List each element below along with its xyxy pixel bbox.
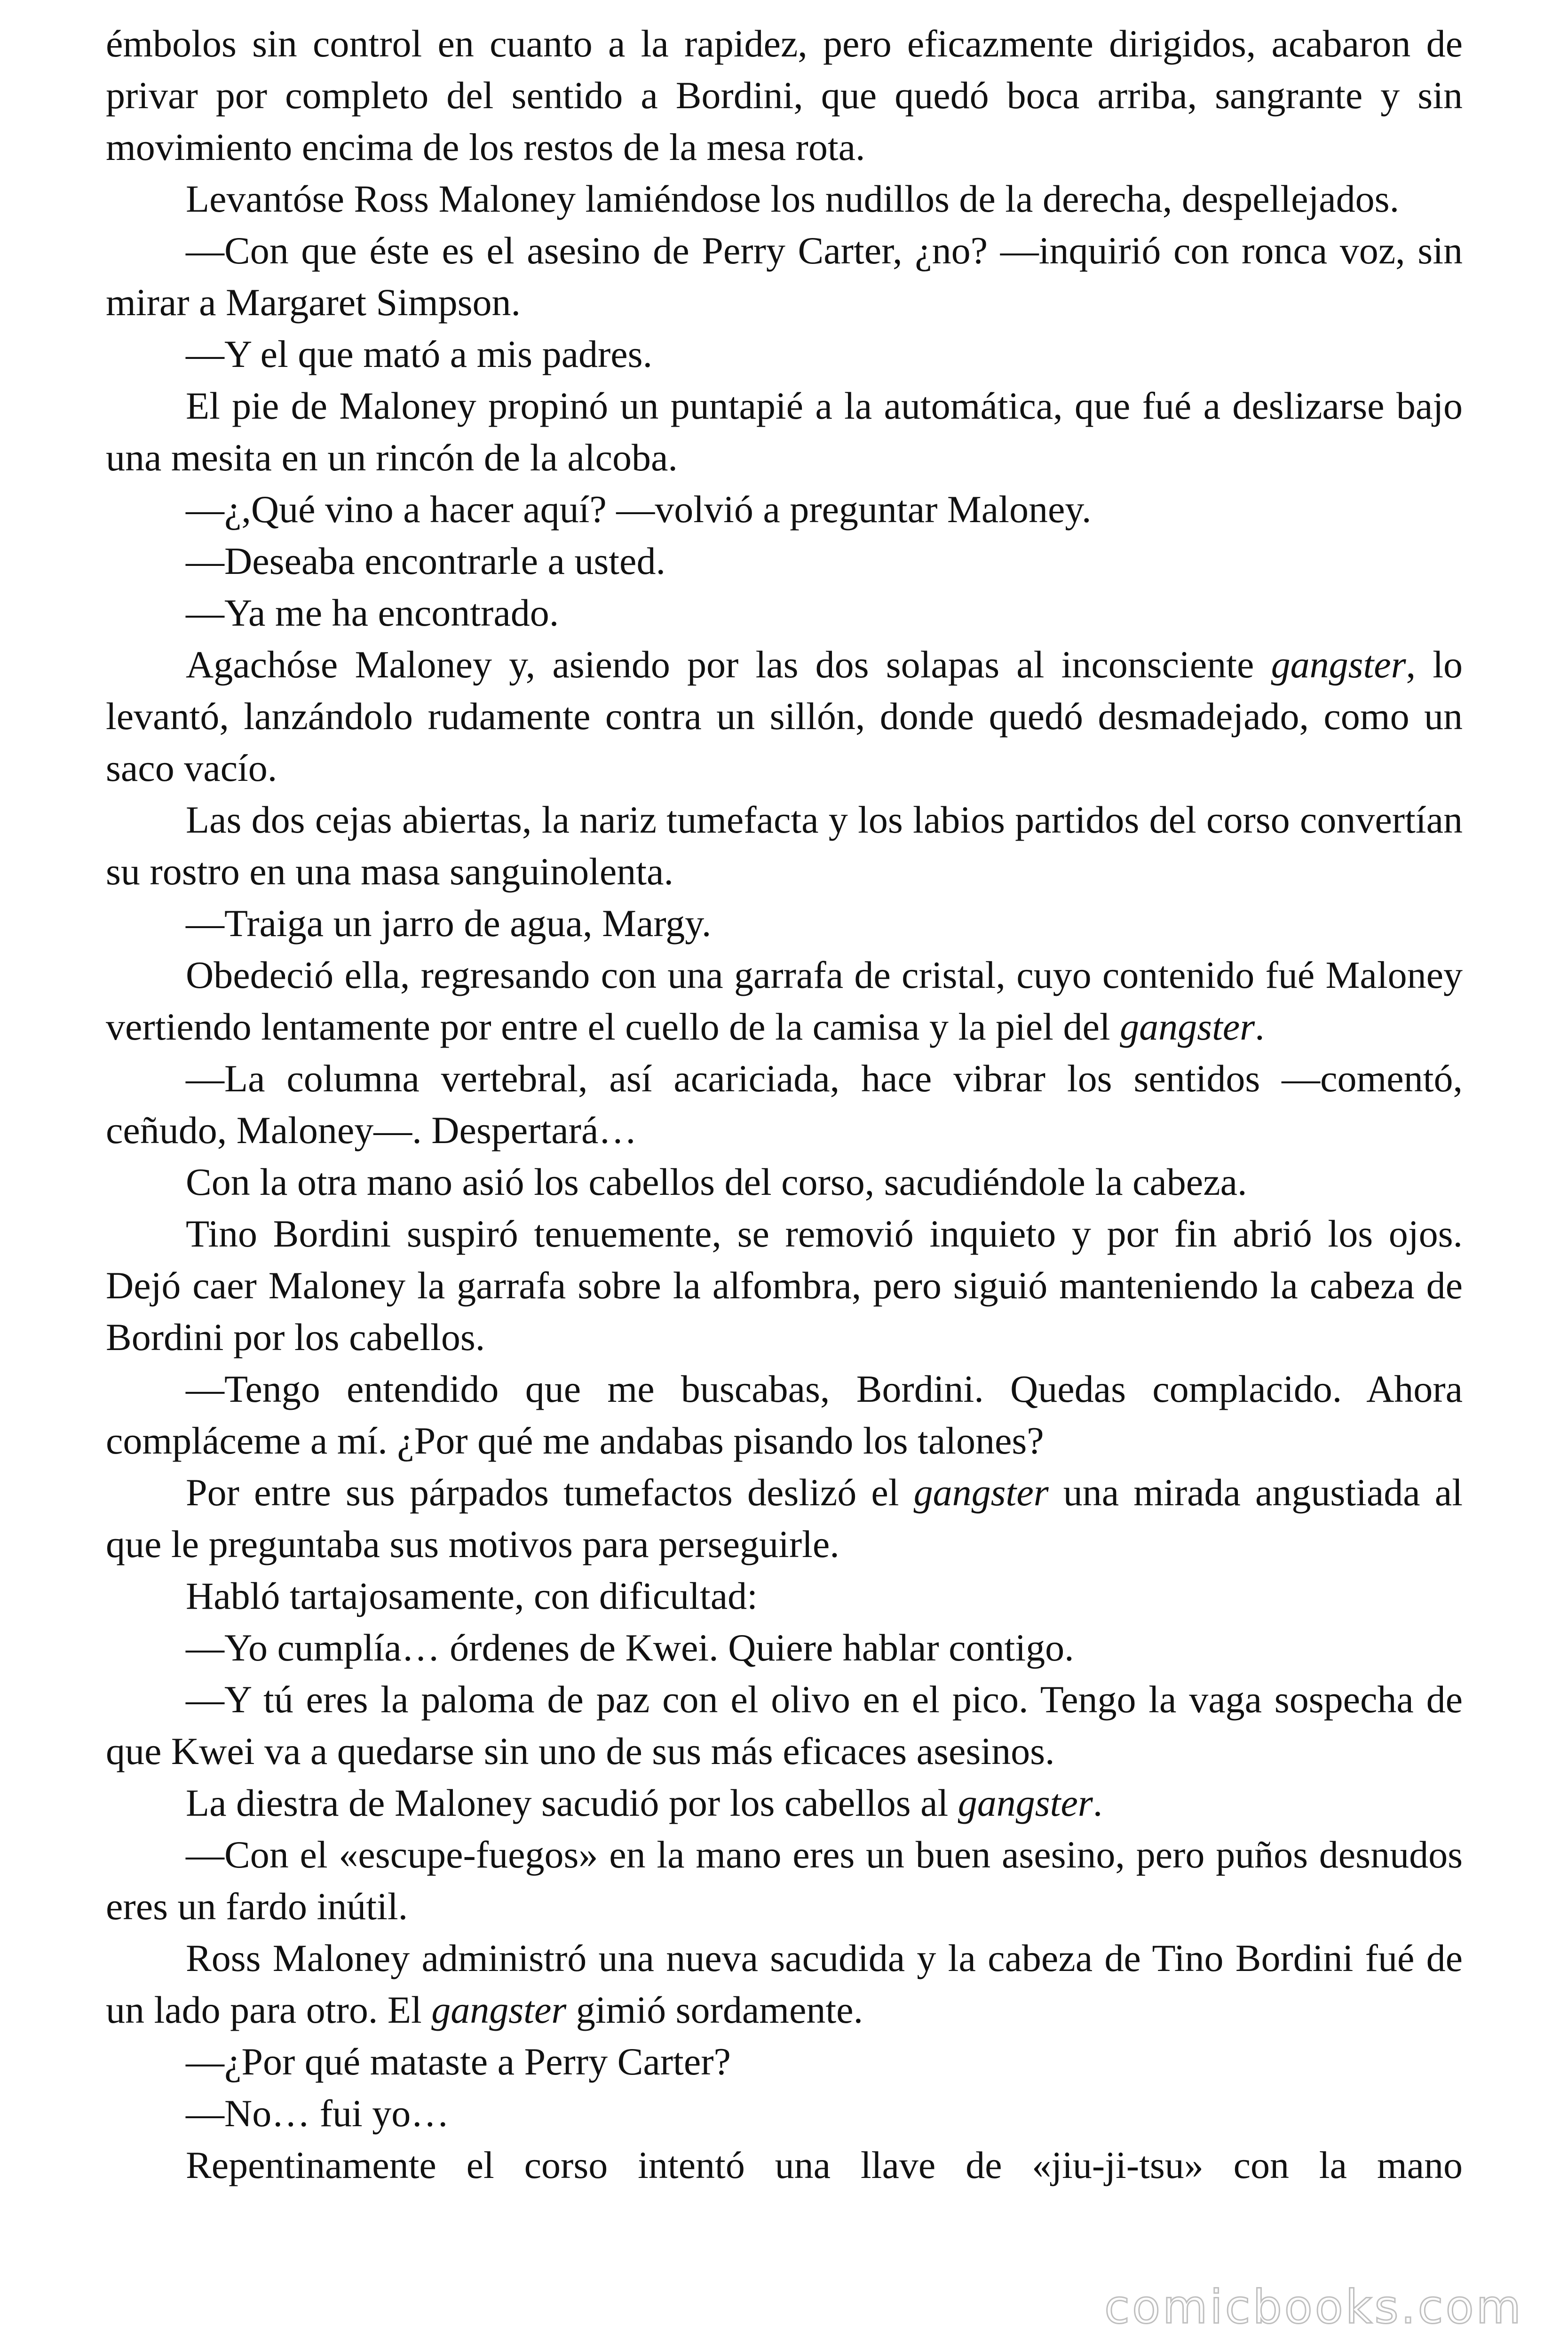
paragraph bbox=[106, 225, 1463, 328]
text-run: Obedeció ella, regresando con una garrafa de cristal, cuyo contenido fué Maloney vertiendo lentamente por entre el cuello de la camisa y la piel del bbox=[106, 954, 1463, 1048]
paragraph bbox=[106, 1363, 1463, 1467]
paragraph bbox=[106, 794, 1463, 898]
text-run: —Yo cumplía… órdenes de Kwei. Quiere hablar contigo. bbox=[186, 1626, 1074, 1669]
paragraph bbox=[106, 1674, 1463, 1777]
paragraph bbox=[106, 484, 1463, 535]
italic-word: gangster bbox=[913, 1471, 1049, 1514]
italic-word: gangster bbox=[1120, 1005, 1255, 1048]
page-body-text bbox=[106, 18, 1463, 2191]
text-run: . bbox=[1255, 1005, 1265, 1048]
text-run: —Y tú eres la paloma de paz con el olivo en el pico. Tengo la vaga sospecha de que Kwei va a quedarse sin uno de sus más eficaces asesinos. bbox=[106, 1678, 1463, 1772]
text-run: Agachóse Maloney y, asiendo por las dos solapas al inconsciente bbox=[186, 643, 1271, 686]
text-run: —Tengo entendido que me buscabas, Bordini. Quedas complacido. Ahora compláceme a mí. ¿Por qué me andabas pisando los talones? bbox=[106, 1367, 1463, 1462]
paragraph bbox=[106, 1053, 1463, 1156]
paragraph bbox=[106, 1829, 1463, 1932]
text-run: Habló tartajosamente, con dificultad: bbox=[186, 1574, 758, 1617]
paragraph bbox=[106, 1570, 1463, 1622]
paragraph bbox=[106, 1932, 1463, 2036]
paragraph bbox=[106, 949, 1463, 1053]
text-run: —La columna vertebral, así acariciada, hace vibrar los sentidos —comentó, ceñudo, Maloney—. Despertará… bbox=[106, 1057, 1463, 1152]
paragraph bbox=[106, 1777, 1463, 1829]
text-run: —Deseaba encontrarle a usted. bbox=[186, 540, 665, 582]
italic-word: gangster bbox=[958, 1781, 1093, 1824]
paragraph bbox=[106, 535, 1463, 587]
italic-word: gangster bbox=[1271, 643, 1406, 686]
text-run: La diestra de Maloney sacudió por los cabellos al bbox=[186, 1781, 958, 1824]
text-run: —Traiga un jarro de agua, Margy. bbox=[186, 902, 712, 945]
italic-word: gangster bbox=[431, 1988, 567, 2031]
text-run: Repentinamente el corso intentó una llave de «jiu-ji-tsu» con la mano bbox=[186, 2144, 1463, 2186]
paragraph bbox=[106, 898, 1463, 949]
text-run: Levantóse Ross Maloney lamiéndose los nudillos de la derecha, despellejados. bbox=[186, 177, 1400, 220]
paragraph bbox=[106, 587, 1463, 639]
text-run: —No… fui yo… bbox=[186, 2092, 450, 2135]
paragraph bbox=[106, 173, 1463, 225]
text-run: —¿,Qué vino a hacer aquí? —volvió a preguntar Maloney. bbox=[186, 488, 1092, 531]
text-run: Con la otra mano asió los cabellos del corso, sacudiéndole la cabeza. bbox=[186, 1160, 1247, 1203]
watermark-logo: comicbooks.com bbox=[1104, 2280, 1523, 2334]
paragraph bbox=[106, 1156, 1463, 1208]
paragraph bbox=[106, 18, 1463, 173]
text-run: —¿Por qué mataste a Perry Carter? bbox=[186, 2040, 731, 2083]
paragraph bbox=[106, 2036, 1463, 2088]
paragraph bbox=[106, 639, 1463, 794]
paragraph bbox=[106, 2088, 1463, 2139]
paragraph bbox=[106, 380, 1463, 484]
paragraph bbox=[106, 1208, 1463, 1363]
paragraph bbox=[106, 1622, 1463, 1674]
text-run: Ross Maloney administró una nueva sacudida y la cabeza de Tino Bordini fué de un lado para otro. El bbox=[106, 1937, 1463, 2031]
text-run: Por entre sus párpados tumefactos deslizó el bbox=[186, 1471, 914, 1514]
text-run: —Ya me ha encontrado. bbox=[186, 591, 559, 634]
text-run: gimió sordamente. bbox=[566, 1988, 863, 2031]
text-run: —Con que éste es el asesino de Perry Carter, ¿no? —inquirió con ronca voz, sin mirar a Margaret Simpson. bbox=[106, 229, 1463, 324]
text-run: una mirada angustiada al que le preguntaba sus motivos para perseguirle. bbox=[106, 1471, 1463, 1565]
text-run: —Con el «escupe-fuegos» en la mano eres un buen asesino, pero puños desnudos eres un fardo inútil. bbox=[106, 1833, 1463, 1928]
paragraph bbox=[106, 328, 1463, 380]
paragraph bbox=[106, 1467, 1463, 1570]
text-run: El pie de Maloney propinó un puntapié a la automática, que fué a deslizarse bajo una mesita en un rincón de la alcoba. bbox=[106, 384, 1463, 479]
text-run: —Y el que mató a mis padres. bbox=[186, 333, 653, 375]
text-run: Las dos cejas abiertas, la nariz tumefacta y los labios partidos del corso convertían su rostro en una masa sanguinolenta. bbox=[106, 798, 1463, 893]
paragraph bbox=[106, 2139, 1463, 2191]
text-run: , lo levantó, lanzándolo rudamente contra un sillón, donde quedó desmadejado, como un saco vacío. bbox=[106, 643, 1463, 789]
text-run: . bbox=[1093, 1781, 1103, 1824]
text-run: émbolos sin control en cuanto a la rapidez, pero eficazmente dirigidos, acabaron de privar por completo del sentido a Bordini, que quedó boca arriba, sangrante y sin movimiento encima de los restos de la mesa rota. bbox=[106, 22, 1463, 168]
text-run: Tino Bordini suspiró tenuemente, se removió inquieto y por fin abrió los ojos. Dejó caer Maloney la garrafa sobre la alfombra, pero siguió manteniendo la cabeza de Bordini por los cabellos. bbox=[106, 1212, 1463, 1359]
